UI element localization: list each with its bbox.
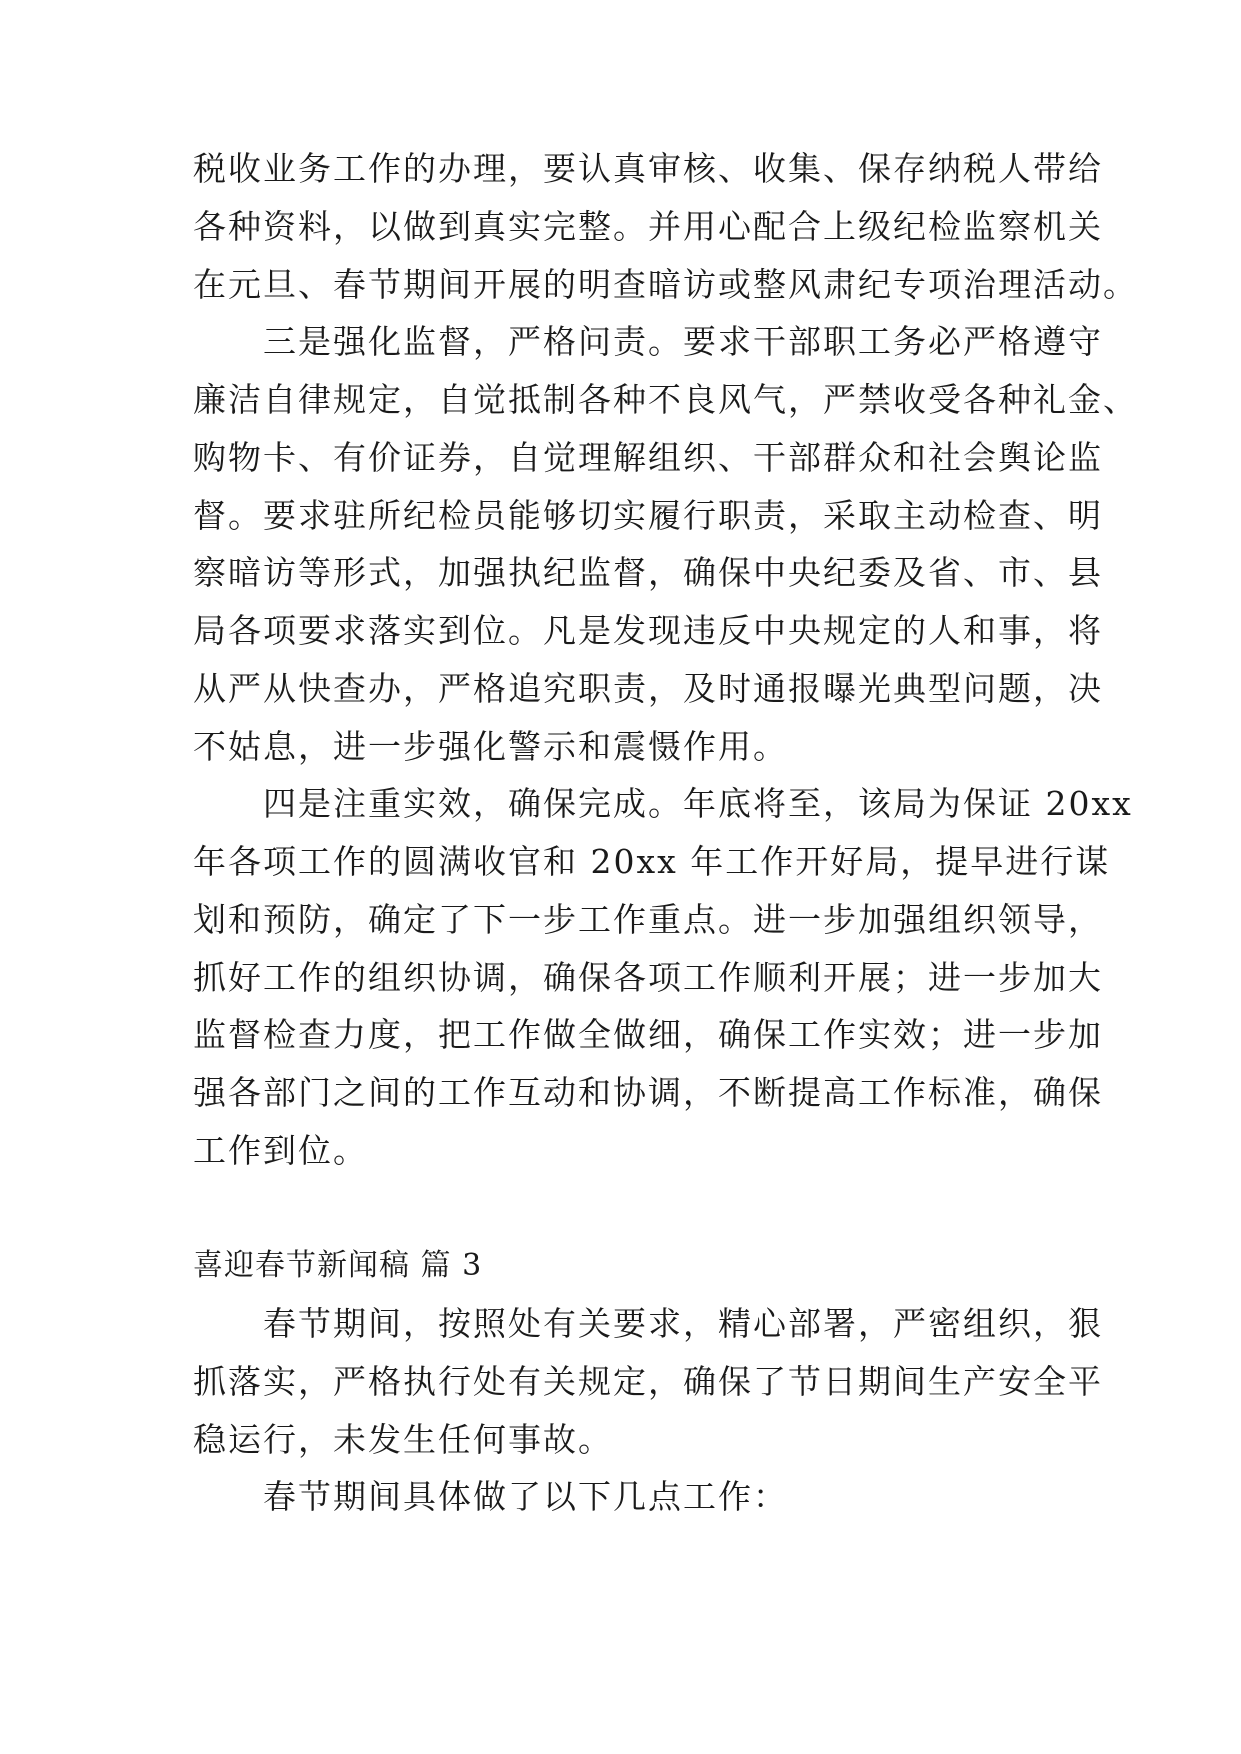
body-line: 廉洁自律规定，自觉抵制各种不良风气，严禁收受各种礼金、 [193,380,1138,419]
body-line: 强各部门之间的工作互动和协调，不断提高工作标准，确保 [193,1073,1103,1112]
section-line: 春节期间，按照处有关要求，精心部署，严密组织，狠 [193,1304,1103,1343]
body-line: 督。要求驻所纪检员能够切实履行职责，采取主动检查、明 [193,496,1103,535]
body-line: 四是注重实效，确保完成。年底将至，该局为保证 20xx [193,784,1133,823]
body-line: 税收业务工作的办理，要认真审核、收集、保存纳税人带给 [193,149,1103,188]
section-line: 稳运行，未发生任何事故。 [193,1420,613,1459]
body-line: 购物卡、有价证券，自觉理解组织、干部群众和社会舆论监 [193,438,1103,477]
body-line: 从严从快查办，严格追究职责，及时通报曝光典型问题，决 [193,669,1103,708]
body-line: 察暗访等形式，加强执纪监督，确保中央纪委及省、市、县 [193,553,1103,592]
body-line: 三是强化监督，严格问责。要求干部职工务必严格遵守 [193,322,1103,361]
body-line: 监督检查力度，把工作做全做细，确保工作实效；进一步加 [193,1015,1103,1054]
body-line: 不姑息，进一步强化警示和震慑作用。 [193,727,788,766]
body-line: 抓好工作的组织协调，确保各项工作顺利开展；进一步加大 [193,958,1103,997]
body-line: 各种资料，以做到真实完整。并用心配合上级纪检监察机关 [193,207,1103,246]
body-line: 工作到位。 [193,1131,368,1170]
body-line: 年各项工作的圆满收官和 20xx 年工作开好局，提早进行谋 [193,842,1111,881]
section-line: 抓落实，严格执行处有关规定，确保了节日期间生产安全平 [193,1362,1103,1401]
body-line: 划和预防，确定了下一步工作重点。进一步加强组织领导， [193,900,1103,939]
body-line: 在元旦、春节期间开展的明查暗访或整风肃纪专项治理活动。 [193,265,1138,304]
section-heading: 喜迎春节新闻稿 篇 3 [193,1248,483,1283]
body-line: 局各项要求落实到位。凡是发现违反中央规定的人和事，将 [193,611,1103,650]
section-line: 春节期间具体做了以下几点工作： [193,1477,788,1516]
